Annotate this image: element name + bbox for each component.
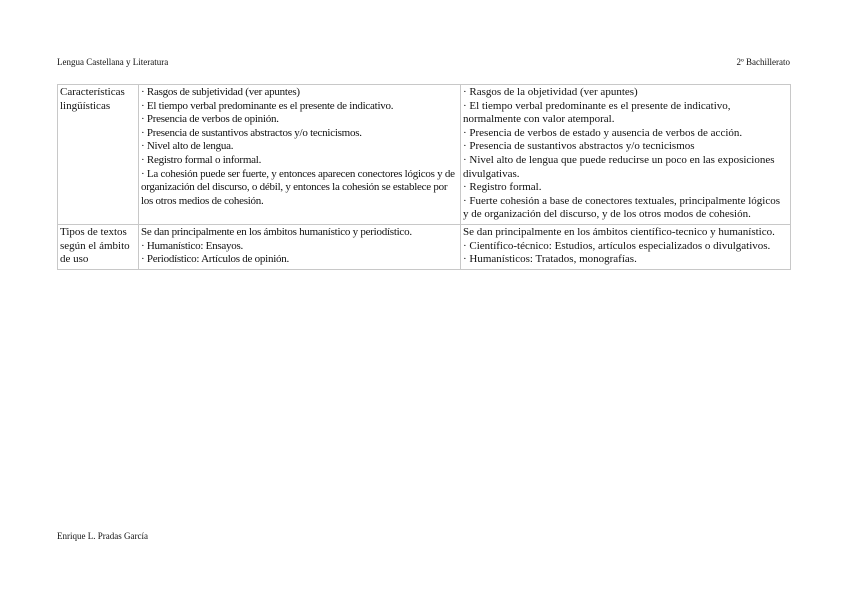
- footer-author: Enrique L. Pradas García: [57, 531, 148, 541]
- list-item: · Fuerte cohesión a base de conectores textuales, principalmente lógicos y de organización del discurso, y de los otros modos de cohesión.: [462, 194, 781, 221]
- list-item: · Científico-técnico: Estudios, artículos especializados o divulgativos.: [462, 239, 771, 252]
- list-item: · Presencia de sustantivos abstractos y/o tecnicismos.: [140, 126, 362, 139]
- header-course: 2º Bachillerato: [736, 57, 790, 67]
- list-item: · Nivel alto de lengua que puede reducirse un poco en las exposiciones divulgativas.: [462, 153, 775, 180]
- table-row: [58, 224, 791, 269]
- list-item: · Humanísticos: Tratados, monografías.: [462, 253, 637, 266]
- list-item: · Nivel alto de lengua.: [140, 140, 234, 153]
- list-item: · Presencia de sustantivos abstractos y/o tecnicismos: [462, 140, 695, 153]
- comparison-table: [57, 84, 791, 270]
- list-item: · Presencia de verbos de opinión.: [140, 113, 279, 126]
- list-item: · El tiempo verbal predominante es el presente de indicativo, normalmente con valor atemporal.: [462, 99, 731, 126]
- subjective-cell: [138, 224, 460, 269]
- list-item: · Rasgos de subjetividad (ver apuntes): [140, 86, 300, 98]
- list-item: · Rasgos de la objetividad (ver apuntes): [462, 86, 638, 98]
- row-label: Tipos de textos según el ámbito de uso: [58, 224, 139, 269]
- list-item: Se dan principalmente en los ámbitos humanístico y periodístico.: [140, 225, 412, 238]
- list-item: · Presencia de verbos de estado y ausencia de verbos de acción.: [462, 126, 743, 139]
- subjective-cell: [138, 85, 460, 225]
- list-item: Se dan principalmente en los ámbitos científico-tecnico y humanístico.: [462, 225, 775, 238]
- header-subject: Lengua Castellana y Literatura: [57, 57, 169, 67]
- list-item: · El tiempo verbal predominante es el presente de indicativo.: [140, 99, 394, 112]
- list-item: · Registro formal.: [462, 181, 542, 194]
- objective-cell: [460, 224, 790, 269]
- list-item: · Registro formal o informal.: [140, 153, 262, 166]
- list-item: · Humanístico: Ensayos.: [140, 239, 244, 252]
- list-item: · La cohesión puede ser fuerte, y entonces aparecen conectores lógicos y de organización del discurso, o débil, y entonces la cohesión se establece por los otros medios de cohesión.: [140, 167, 455, 207]
- table-row: [58, 85, 791, 225]
- row-label: Características lingüísticas: [58, 85, 139, 225]
- list-item: · Periodístico: Artículos de opinión.: [140, 253, 290, 266]
- objective-cell: [460, 85, 790, 225]
